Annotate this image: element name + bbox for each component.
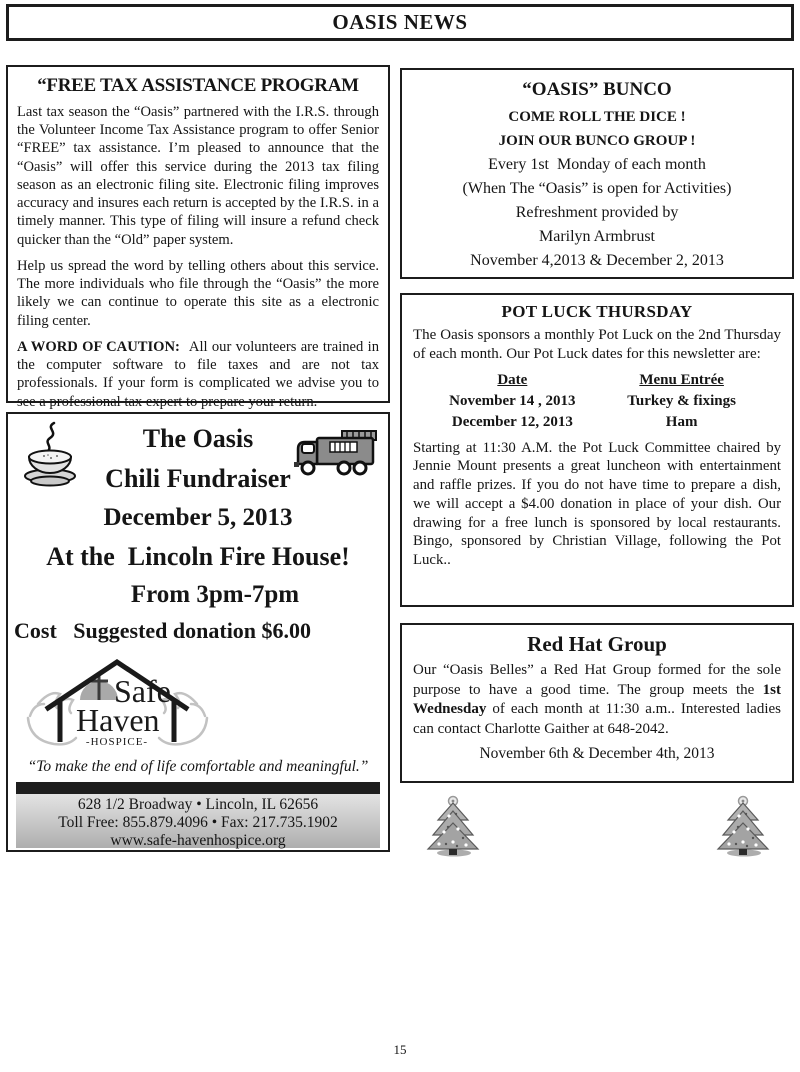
- safe-haven-address-panel: [16, 794, 380, 848]
- bunco-title: “OASIS” BUNCO: [522, 79, 672, 100]
- red-hat-body-part2: of each month at 11:30 a.m.. Interested ladies can contact Charlotte Gaither at 648-2042.: [413, 701, 781, 737]
- pot-luck-article: [400, 293, 794, 607]
- red-hat-body-part1: Our “Oasis Belles” a Red Hat Group formed for the sole purpose to have a good time. The group meets the: [413, 662, 781, 698]
- chili-line-2: Chili Fundraiser: [105, 464, 291, 493]
- bunco-line-7: November 4,2013 & December 2, 2013: [470, 252, 724, 269]
- tax-assistance-paragraph-2: Help us spread the word by telling others about this service. The more individuals who file through the “Oasis” the more likely we can continue to operate this site as a electronic filing center.: [17, 257, 379, 329]
- red-hat-body: [413, 661, 781, 739]
- safe-haven-website: www.safe-havenhospice.org: [110, 832, 286, 849]
- pot-luck-header-date: Date: [497, 371, 528, 388]
- bunco-line-3: Every 1st Monday of each month: [488, 156, 706, 173]
- pot-luck-date-1: November 14 , 2013: [449, 392, 576, 409]
- red-hat-article: [400, 623, 794, 783]
- safe-haven-tagline: “To make the end of life comfortable and meaningful.”: [27, 758, 369, 775]
- safe-haven-logo: [20, 646, 215, 757]
- chili-line-1: The Oasis: [142, 424, 254, 453]
- page-number: 15: [393, 1042, 407, 1057]
- christmas-tree-icon: [714, 794, 772, 863]
- chili-fundraiser-flyer: [6, 412, 390, 852]
- chili-line-3: December 5, 2013: [103, 504, 293, 531]
- pot-luck-intro: The Oasis sponsors a monthly Pot Luck on the 2nd Thursday of each month. Our Pot Luck dates for this newsletter are:: [413, 327, 781, 362]
- safe-haven-word-safe: Safe: [114, 673, 171, 709]
- pot-luck-date-2: December 12, 2013: [451, 413, 573, 430]
- safe-haven-divider-bar: [16, 782, 380, 794]
- pot-luck-table: [428, 370, 767, 433]
- pot-luck-title: POT LUCK THURSDAY: [501, 302, 693, 321]
- bunco-line-1: COME ROLL THE DICE !: [508, 109, 686, 125]
- bunco-line-5: Refreshment provided by: [515, 204, 679, 221]
- pot-luck-body: Starting at 11:30 A.M. the Pot Luck Committee chaired by Jennie Mount presents a great luncheon with entertainment and raffle prizes. If you do not have time to prepare a dish, we will accept a $4.00 donation in place of your dish. Our drawing for a free lunch is sponsored by local restaurants. Bingo, sponsored by Christian Village, following the Pot Luck..: [413, 439, 781, 569]
- tax-assistance-article: [6, 65, 390, 410]
- pot-luck-header-menu: Menu Entrée: [639, 371, 724, 388]
- bunco-line-4: (When The “Oasis” is open for Activities): [462, 180, 732, 197]
- tax-assistance-title: “FREE TAX ASSISTANCE PROGRAM: [37, 75, 359, 96]
- bunco-line-6: Marilyn Armbrust: [539, 228, 655, 245]
- chili-line-6: Cost Suggested donation $6.00: [14, 618, 312, 643]
- caution-text: All our volunteers are trained in the computer software to file taxes and are not tax professionals. If your form is complicated we advise you to see a professional tax expert to prepare your return.: [17, 338, 379, 410]
- safe-haven-word-haven: Haven: [76, 702, 160, 738]
- header-box: [6, 4, 794, 41]
- safe-haven-word-hospice: -HOSPICE-: [85, 736, 149, 748]
- tax-assistance-caution: [17, 338, 379, 411]
- pot-luck-table-header-row: [428, 370, 767, 391]
- pot-luck-table-row: [428, 391, 767, 412]
- page-title: OASIS NEWS: [332, 10, 468, 34]
- christmas-tree-icon: [424, 794, 482, 863]
- chili-line-5: From 3pm-7pm: [130, 581, 300, 608]
- safe-haven-phone: Toll Free: 855.879.4096 • Fax: 217.735.1902: [58, 814, 338, 831]
- chili-line-4: At the Lincoln Fire House!: [46, 542, 350, 571]
- red-hat-title: Red Hat Group: [527, 632, 667, 656]
- pot-luck-menu-2: Ham: [665, 413, 698, 430]
- pot-luck-menu-1: Turkey & fixings: [627, 392, 736, 409]
- red-hat-body-bold: 1st Wednesday: [413, 681, 781, 717]
- bunco-line-2: JOIN OUR BUNCO GROUP !: [498, 133, 696, 149]
- bunco-article: [400, 68, 794, 279]
- red-hat-dates: November 6th & December 4th, 2013: [479, 745, 715, 762]
- safe-haven-address: 628 1/2 Broadway • Lincoln, IL 62656: [77, 796, 319, 813]
- caution-label: A WORD OF CAUTION:: [17, 338, 180, 355]
- tax-assistance-paragraph-1: Last tax season the “Oasis” partnered with the I.R.S. through the Volunteer Income Tax Assistance program to offer Senior “FREE” tax assistance. I’m pleased to announce that the “Oasis” will offer this service during the 2013 tax filing season as an electronic filing site. Electronic filing improves accuracy and insures each return is accepted by the I.R.S. in a timely manner. This type of filing will insure a refund check quicker than the “Old” paper system.: [17, 104, 379, 248]
- pot-luck-table-row: [428, 412, 767, 433]
